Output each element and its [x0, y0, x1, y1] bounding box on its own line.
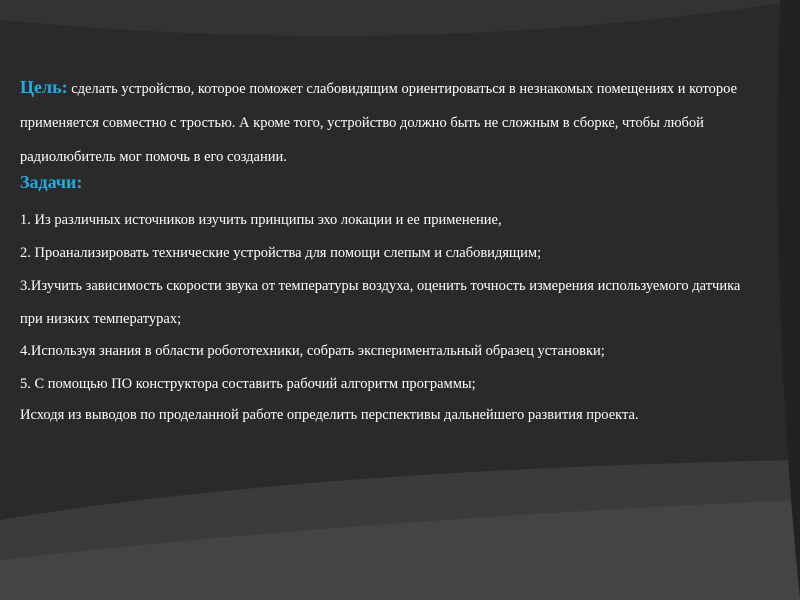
task-item-3: 3.Изучить зависимость скорости звука от температуры воздуха, оценить точность измерения используемого датчика при низких температурах;	[20, 278, 741, 327]
goal-text: сделать устройство, которое поможет слабовидящим ориентироваться в незнакомых помещениях и которое применяется совместно с тростью. А кроме того, устройство должно быть не сложным в сборке, чтобы любой радиолюбитель мог помочь в его создании.	[20, 81, 738, 165]
task-item-1: 1. Из различных источников изучить принципы эхо локации и ее применение,	[20, 212, 502, 228]
task-item-5: 5. С помощью ПО конструктора составить рабочий алгоритм программы;	[20, 376, 476, 392]
task-item-2: 2. Проанализировать технические устройства для помощи слепым и слабовидящим;	[20, 245, 542, 261]
tasks-heading: Задачи:	[20, 172, 83, 192]
task-item-4: 4.Используя знания в области робототехники, собрать экспериментальный образец установки;	[20, 343, 605, 359]
top-band-shape	[0, 0, 800, 36]
goal-heading: Цель:	[20, 77, 68, 97]
goal-paragraph	[20, 70, 780, 174]
task-item-6: Исходя из выводов по проделанной работе определить перспективы дальнейшего развития проекта.	[20, 407, 639, 423]
